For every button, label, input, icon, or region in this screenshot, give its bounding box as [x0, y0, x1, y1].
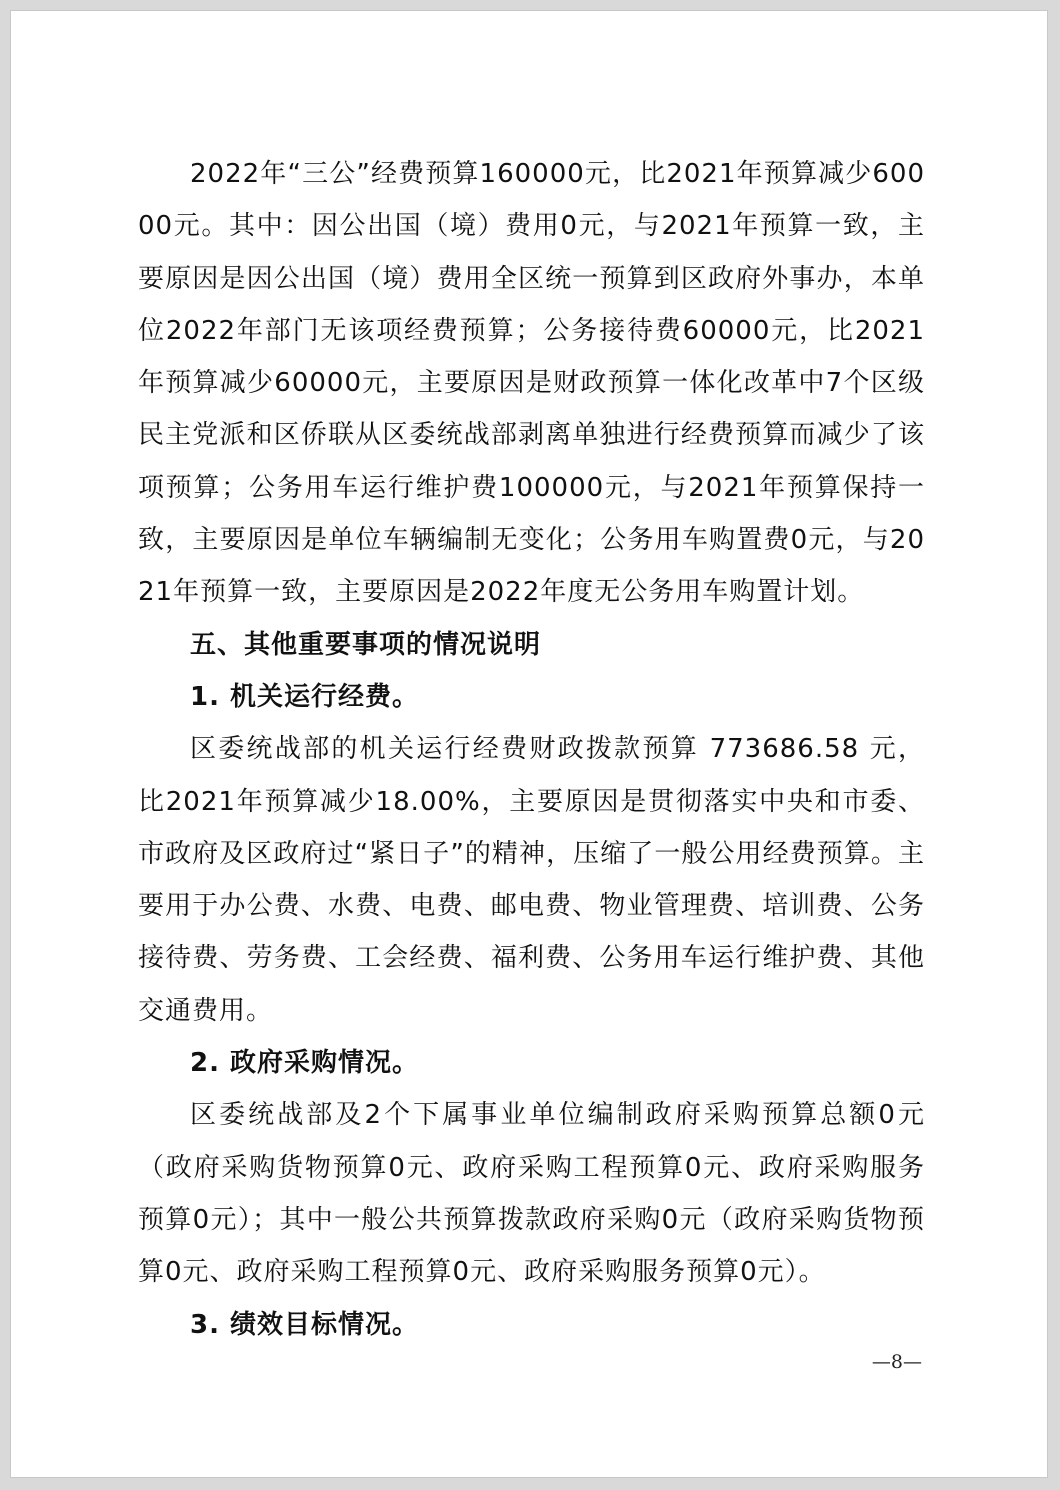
document-body [138, 148, 925, 1351]
paragraph-procurement: 区委统战部及2个下属事业单位编制政府采购预算总额0元（政府采购货物预算0元、政府采购工程预算0元、政府采购服务预算0元）；其中一般公共预算拨款政府采购0元（政府采购货物预算0元、政府采购工程预算0元、政府采购服务预算0元）。 [138, 1100, 925, 1288]
subheading-procurement: 2. 政府采购情况。 [190, 1048, 420, 1079]
page-number: —8— [871, 1351, 922, 1373]
paragraph-three-public-budget: 2022年“三公”经费预算160000元，比2021年预算减少60000元。其中：因公出国（境）费用0元，与2021年预算一致，主要原因是因公出国（境）费用全区统一预算到区政府外事办，本单位2022年部门无该项经费预算；公务接待费60000元，比2021年预算减少60000元，主要原因是财政预算一体化改革中7个区级民主党派和区侨联从区委统战部剥离单独进行经费预算而减少了该项预算；公务用车运行维护费100000元，与2021年预算保持一致，主要原因是单位车辆编制无变化；公务用车购置费0元，与2021年预算一致，主要原因是2022年度无公务用车购置计划。 [138, 159, 925, 608]
subheading-operating-expenses: 1. 机关运行经费。 [190, 681, 420, 712]
document-page [10, 10, 1048, 1478]
subheading-performance-goals: 3. 绩效目标情况。 [190, 1309, 420, 1340]
paragraph-operating-expenses: 区委统战部的机关运行经费财政拨款预算 773686.58 元，比2021年预算减少18.00%，主要原因是贯彻落实中央和市委、市政府及区政府过“紧日子”的精神，压缩了一般公用经费预算。主要用于办公费、水费、电费、邮电费、物业管理费、培训费、公务接待费、劳务费、工会经费、福利费、公务用车运行维护费、其他交通费用。 [138, 734, 925, 1026]
section-heading-other-matters: 五、其他重要事项的情况说明 [190, 629, 542, 660]
